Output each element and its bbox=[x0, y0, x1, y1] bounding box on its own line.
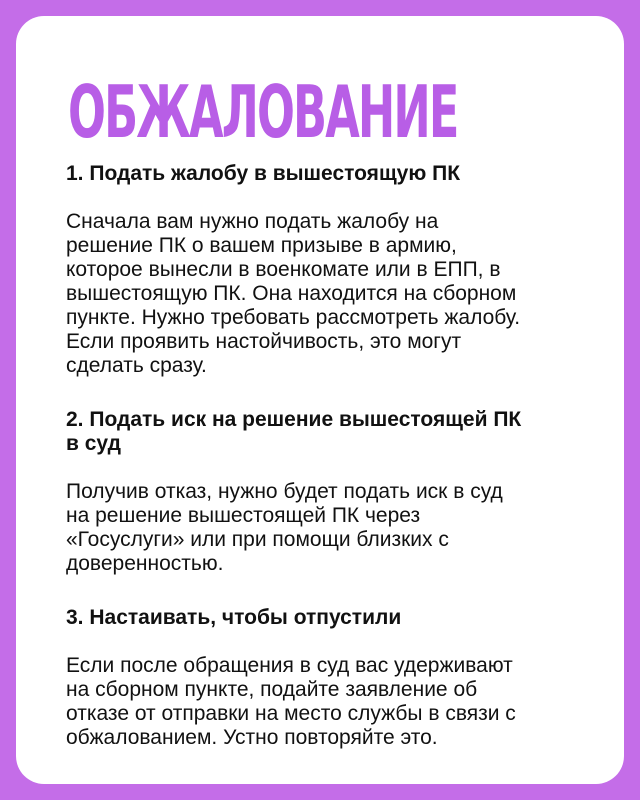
section-2-heading: 2. Подать иск на решение вышестоящей ПК в суд bbox=[66, 408, 522, 455]
section-3-heading: 3. Настаивать, чтобы отпустили bbox=[66, 606, 402, 629]
section-3-text: Если после обращения в суд вас удерживают на сборном пункте, подайте заявление об отказе от отправки на место службы в связи с обжалованием. Устно повторяйте это. bbox=[66, 654, 516, 749]
content-body bbox=[66, 162, 586, 750]
section-1-text: Сначала вам нужно подать жалобу на решение ПК о вашем призыве в армию, которое вынесли в военкомате или в ЕПП, в вышестоящую ПК. Она находится на сборном пункте. Нужно требовать рассмотреть жалобу. Если проявить настойчивость, это могут сделать сразу. bbox=[66, 210, 521, 377]
section-1-heading: 1. Подать жалобу в вышестоящую ПК bbox=[66, 162, 461, 185]
page-title: ОБЖАЛОВАНИЕ bbox=[68, 70, 458, 154]
content-card bbox=[16, 16, 624, 784]
section-2-text: Получив отказ, нужно будет подать иск в суд на решение вышестоящей ПК через «Госуслуги» или при помощи близких с доверенностью. bbox=[66, 480, 503, 575]
